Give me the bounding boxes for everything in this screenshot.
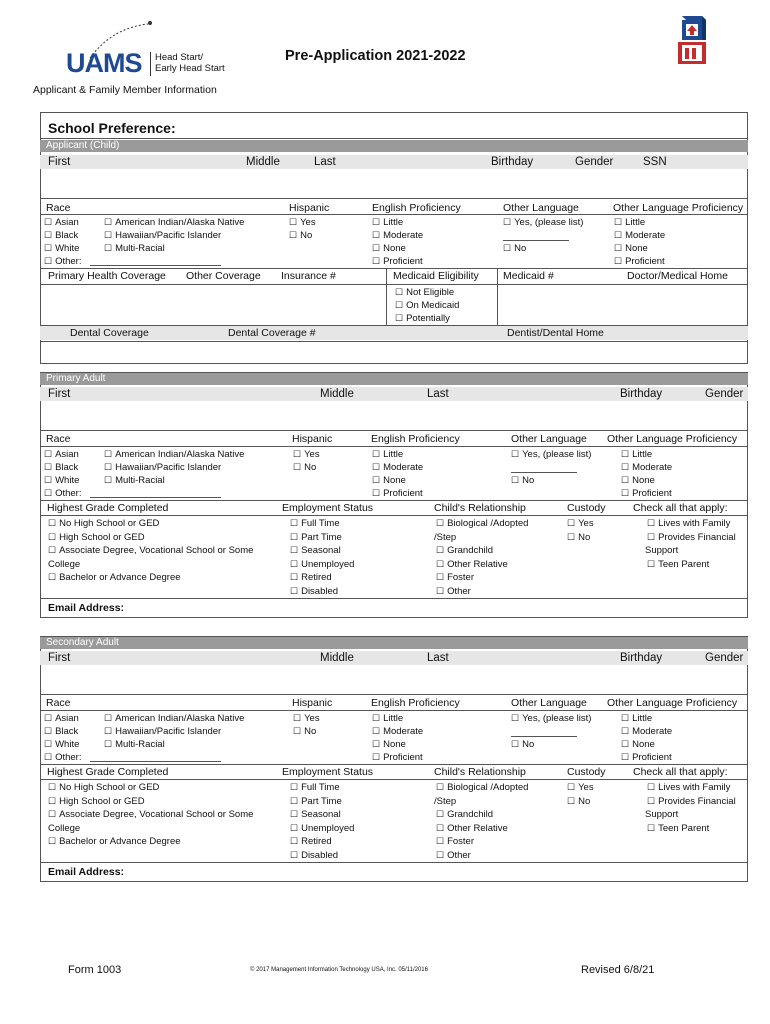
hdr-gender: Gender — [575, 156, 614, 168]
checkbox-other[interactable]: ☐ Other: — [44, 487, 81, 500]
checkbox-other[interactable]: ☐ Other: — [44, 751, 81, 764]
hdr-race: Race — [46, 433, 71, 445]
hdr-english: English Proficiency — [371, 433, 460, 445]
checkbox-hawaiian[interactable]: ☐ Hawaiian/Pacific Islander — [104, 461, 244, 474]
grade-cont-text: College — [48, 558, 81, 570]
checkbox-olp-none[interactable]: ☐ None — [621, 474, 672, 487]
uams-logo — [62, 18, 242, 78]
child-name-header-row — [40, 155, 748, 169]
hdr-dental-coverage: Dental Coverage — [70, 327, 149, 339]
checkbox-bachelor[interactable]: ☐ Bachelor or Advance Degree — [48, 571, 253, 585]
checkbox-otherlang-no[interactable]: ☐ No — [503, 242, 583, 255]
checkbox-american-indian[interactable]: ☐ American Indian/Alaska Native — [104, 216, 244, 229]
english-opts — [372, 448, 423, 500]
checkbox-other[interactable]: ☐ Other: — [44, 255, 81, 268]
checkbox-teen-parent[interactable]: ☐ Teen Parent — [647, 822, 736, 836]
grade-opts — [48, 517, 253, 585]
checkbox-lives-with-family[interactable]: ☐ Lives with Family — [647, 781, 736, 795]
child-english-opts — [372, 216, 423, 268]
hispanic-opts — [293, 448, 320, 474]
hdr-english: English Proficiency — [372, 202, 461, 214]
hdr-first: First — [48, 156, 71, 168]
checkbox-olp-none[interactable]: ☐ None — [621, 738, 672, 751]
hdr-hispanic: Hispanic — [292, 433, 333, 445]
child-other-lang-opts — [503, 216, 583, 255]
hdr-grade: Highest Grade Completed — [47, 502, 169, 514]
check-all-opts — [647, 517, 736, 571]
checkbox-multiracial[interactable]: ☐ Multi-Racial — [104, 474, 244, 487]
other-lang-opts — [511, 448, 591, 487]
medicaid-opts — [395, 286, 459, 325]
checkbox-part-time[interactable]: ☐ Part Time — [290, 531, 354, 545]
hdr-birthday: Birthday — [620, 652, 663, 664]
footer-revised: Revised 6/8/21 — [581, 964, 655, 976]
checkbox-otherlang-yes[interactable]: ☐ Yes, (please list) — [511, 448, 591, 461]
race-col1 — [44, 712, 81, 764]
secondary-name-header-row — [40, 651, 748, 665]
checkbox-foster[interactable]: ☐ Foster — [436, 571, 528, 585]
checkbox-hispanic-no[interactable]: ☐ No — [293, 725, 320, 738]
hdr-custody: Custody — [567, 502, 606, 514]
checkbox-black[interactable]: ☐ Black — [44, 725, 81, 738]
checkbox-hispanic-yes[interactable]: ☐ Yes — [293, 712, 320, 725]
checkbox-unemployed[interactable]: ☐ Unemployed — [290, 822, 354, 836]
hdr-other-language-prof: Other Language Proficiency — [607, 433, 738, 445]
child-name-input-row[interactable] — [40, 170, 748, 198]
checkbox-hawaiian[interactable]: ☐ Hawaiian/Pacific Islander — [104, 725, 244, 738]
rel-cont-text: /Step — [434, 531, 457, 543]
hdr-other-language-prof: Other Language Proficiency — [607, 697, 738, 709]
checkbox-hawaiian[interactable]: ☐ Hawaiian/Pacific Islander — [104, 229, 244, 242]
footer-form: Form 1003 — [68, 964, 122, 976]
rel-cont-text: /Step — [434, 795, 457, 807]
hdr-custody: Custody — [567, 766, 606, 778]
checkbox-disabled[interactable]: ☐ Disabled — [290, 849, 354, 863]
custody-opts — [567, 517, 594, 544]
checkbox-bachelor[interactable]: ☐ Bachelor or Advance Degree — [48, 835, 253, 849]
checkbox-on-medicaid[interactable]: ☐ On Medicaid — [395, 299, 459, 312]
checkbox-eng-proficient[interactable]: ☐ Proficient — [372, 255, 423, 268]
section-header-secondary: Secondary Adult — [40, 637, 748, 649]
checkbox-associate[interactable]: ☐ Associate Degree, Vocational School or Some — [48, 808, 253, 822]
checkbox-eng-none[interactable]: ☐ None — [372, 242, 423, 255]
checkbox-hs-ged[interactable]: ☐ High School or GED — [48, 531, 253, 545]
checkbox-grandchild[interactable]: ☐ Grandchild — [436, 808, 528, 822]
check-cont-text: Support — [645, 809, 679, 820]
hdr-last: Last — [314, 156, 336, 168]
footer-copyright: © 2017 Management Information Technology USA, Inc. 05/11/2016 — [250, 967, 428, 973]
grade-cont-text: College — [48, 822, 81, 834]
hdr-other-language-prof: Other Language Proficiency — [613, 202, 744, 214]
section-header-primary: Primary Adult — [40, 373, 748, 385]
checkbox-hs-ged[interactable]: ☐ High School or GED — [48, 795, 253, 809]
checkbox-eng-proficient[interactable]: ☐ Proficient — [372, 751, 423, 764]
hdr-other-language: Other Language — [503, 202, 579, 214]
custody-opts — [567, 781, 594, 808]
checkbox-black[interactable]: ☐ Black — [44, 461, 81, 474]
hdr-relationship: Child's Relationship — [434, 766, 526, 778]
checkbox-associate[interactable]: ☐ Associate Degree, Vocational School or Some — [48, 544, 253, 558]
checkbox-olp-none[interactable]: ☐ None — [614, 242, 665, 255]
hdr-relationship: Child's Relationship — [434, 502, 526, 514]
checkbox-asian[interactable]: ☐ Asian — [44, 448, 81, 461]
hdr-race: Race — [46, 202, 71, 214]
hdr-english: English Proficiency — [371, 697, 460, 709]
checkbox-white[interactable]: ☐ White — [44, 242, 81, 255]
hdr-employment: Employment Status — [282, 766, 374, 778]
email-input[interactable] — [140, 600, 740, 616]
checkbox-retired[interactable]: ☐ Retired — [290, 835, 354, 849]
checkbox-eng-moderate[interactable]: ☐ Moderate — [372, 725, 423, 738]
hdr-gender: Gender — [705, 388, 744, 400]
child-race-col1 — [44, 216, 81, 268]
check-cont-text: Support — [645, 545, 679, 556]
check-all-opts — [647, 781, 736, 835]
checkbox-eng-moderate[interactable]: ☐ Moderate — [372, 229, 423, 242]
dental-header-row — [40, 326, 748, 340]
blocks-icon — [674, 12, 710, 66]
section-header-child: Applicant (Child) — [40, 140, 748, 152]
employment-opts — [290, 781, 354, 862]
secondary-name-input-row[interactable] — [40, 666, 748, 694]
checkbox-custody-no[interactable]: ☐ No — [567, 795, 594, 809]
hdr-primary-health: Primary Health Coverage — [48, 270, 166, 282]
checkbox-rel-other[interactable]: ☐ Other — [436, 849, 528, 863]
checkbox-eng-proficient[interactable]: ☐ Proficient — [372, 487, 423, 500]
checkbox-white[interactable]: ☐ White — [44, 738, 81, 751]
hdr-birthday: Birthday — [620, 388, 663, 400]
checkbox-full-time[interactable]: ☐ Full Time — [290, 781, 354, 795]
checkbox-white[interactable]: ☐ White — [44, 474, 81, 487]
primary-name-header-row — [40, 387, 748, 401]
checkbox-olp-little[interactable]: ☐ Little — [621, 448, 672, 461]
checkbox-olp-little[interactable]: ☐ Little — [621, 712, 672, 725]
logo-sub-line2: Early Head Start — [155, 63, 225, 74]
other-lang-prof-opts — [621, 448, 672, 500]
checkbox-grandchild[interactable]: ☐ Grandchild — [436, 544, 528, 558]
employment-opts — [290, 517, 354, 598]
checkbox-olp-proficient[interactable]: ☐ Proficient — [621, 487, 672, 500]
checkbox-olp-proficient[interactable]: ☐ Proficient — [621, 751, 672, 764]
checkbox-american-indian[interactable]: ☐ American Indian/Alaska Native — [104, 712, 244, 725]
hdr-middle: Middle — [320, 652, 354, 664]
checkbox-multiracial[interactable]: ☐ Multi-Racial — [104, 242, 244, 255]
hdr-other-language: Other Language — [511, 697, 587, 709]
hdr-check-all: Check all that apply: — [633, 502, 728, 514]
hdr-middle: Middle — [246, 156, 280, 168]
checkbox-eng-little[interactable]: ☐ Little — [372, 448, 423, 461]
relationship-opts — [436, 781, 528, 862]
email-input[interactable] — [140, 864, 740, 880]
checkbox-no-hs[interactable]: ☐ No High School or GED — [48, 781, 253, 795]
checkbox-olp-moderate[interactable]: ☐ Moderate — [614, 229, 665, 242]
hispanic-opts — [293, 712, 320, 738]
checkbox-multiracial[interactable]: ☐ Multi-Racial — [104, 738, 244, 751]
hdr-middle: Middle — [320, 388, 354, 400]
checkbox-foster[interactable]: ☐ Foster — [436, 835, 528, 849]
checkbox-otherlang-no[interactable]: ☐ No — [511, 738, 591, 751]
checkbox-unemployed[interactable]: ☐ Unemployed — [290, 558, 354, 572]
hdr-hispanic: Hispanic — [292, 697, 333, 709]
hdr-other-language: Other Language — [511, 433, 587, 445]
checkbox-otherlang-yes[interactable]: ☐ Yes, (please list) — [511, 712, 591, 725]
hdr-dental-num: Dental Coverage # — [228, 327, 316, 339]
hdr-dentist: Dentist/Dental Home — [507, 327, 604, 339]
grade-opts — [48, 781, 253, 849]
checkbox-biological[interactable]: ☐ Biological /Adopted — [436, 781, 528, 795]
checkbox-hispanic-yes[interactable]: ☐ Yes — [289, 216, 316, 229]
other-lang-opts — [511, 712, 591, 751]
primary-name-input-row[interactable] — [40, 402, 748, 430]
checkbox-disabled[interactable]: ☐ Disabled — [290, 585, 354, 599]
hdr-last: Last — [427, 388, 449, 400]
hdr-first: First — [48, 388, 71, 400]
child-other-lang-prof-opts — [614, 216, 665, 268]
checkbox-olp-moderate[interactable]: ☐ Moderate — [621, 461, 672, 474]
hdr-check-all: Check all that apply: — [633, 766, 728, 778]
hdr-other-coverage: Other Coverage — [186, 270, 261, 282]
checkbox-eng-none[interactable]: ☐ None — [372, 474, 423, 487]
school-preference-label: School Preference: — [48, 120, 176, 136]
checkbox-custody-no[interactable]: ☐ No — [567, 531, 594, 545]
checkbox-full-time[interactable]: ☐ Full Time — [290, 517, 354, 531]
checkbox-hispanic-no[interactable]: ☐ No — [293, 461, 320, 474]
checkbox-american-indian[interactable]: ☐ American Indian/Alaska Native — [104, 448, 244, 461]
checkbox-other-relative[interactable]: ☐ Other Relative — [436, 822, 528, 836]
hdr-race: Race — [46, 697, 71, 709]
coverage-header-row — [40, 270, 748, 284]
checkbox-other-relative[interactable]: ☐ Other Relative — [436, 558, 528, 572]
race-col2 — [104, 448, 244, 487]
checkbox-teen-parent[interactable]: ☐ Teen Parent — [647, 558, 736, 572]
english-opts — [372, 712, 423, 764]
checkbox-rel-other[interactable]: ☐ Other — [436, 585, 528, 599]
page-title: Pre-Application 2021-2022 — [285, 48, 466, 64]
race-col2 — [104, 712, 244, 751]
checkbox-otherlang-yes[interactable]: ☐ Yes, (please list) — [503, 216, 583, 229]
checkbox-provides-financial[interactable]: ☐ Provides Financial — [647, 531, 736, 545]
checkbox-olp-moderate[interactable]: ☐ Moderate — [621, 725, 672, 738]
hdr-first: First — [48, 652, 71, 664]
checkbox-olp-proficient[interactable]: ☐ Proficient — [614, 255, 665, 268]
checkbox-seasonal[interactable]: ☐ Seasonal — [290, 808, 354, 822]
checkbox-provides-financial[interactable]: ☐ Provides Financial — [647, 795, 736, 809]
checkbox-eng-little[interactable]: ☐ Little — [372, 216, 423, 229]
checkbox-asian[interactable]: ☐ Asian — [44, 216, 81, 229]
hdr-medicaid-num: Medicaid # — [503, 270, 554, 282]
checkbox-eng-little[interactable]: ☐ Little — [372, 712, 423, 725]
hdr-birthday: Birthday — [491, 156, 534, 168]
checkbox-custody-yes[interactable]: ☐ Yes — [567, 517, 594, 531]
checkbox-hispanic-yes[interactable]: ☐ Yes — [293, 448, 320, 461]
checkbox-seasonal[interactable]: ☐ Seasonal — [290, 544, 354, 558]
checkbox-no-hs[interactable]: ☐ No High School or GED — [48, 517, 253, 531]
hdr-medicaid-elig: Medicaid Eligibility — [393, 270, 479, 282]
checkbox-black[interactable]: ☐ Black — [44, 229, 81, 242]
checkbox-part-time[interactable]: ☐ Part Time — [290, 795, 354, 809]
logo-text: UAMS — [66, 48, 142, 78]
relationship-opts — [436, 517, 528, 598]
checkbox-custody-yes[interactable]: ☐ Yes — [567, 781, 594, 795]
hdr-insurance-num: Insurance # — [281, 270, 336, 282]
hdr-employment: Employment Status — [282, 502, 374, 514]
checkbox-biological[interactable]: ☐ Biological /Adopted — [436, 517, 528, 531]
page-subtitle: Applicant & Family Member Information — [33, 84, 217, 96]
email-label: Email Address: — [48, 866, 125, 878]
checkbox-not-eligible[interactable]: ☐ Not Eligible — [395, 286, 459, 299]
hdr-last: Last — [427, 652, 449, 664]
hdr-ssn: SSN — [643, 156, 667, 168]
other-lang-prof-opts — [621, 712, 672, 764]
hdr-hispanic: Hispanic — [289, 202, 330, 214]
logo-sub-line1: Head Start/ — [155, 52, 204, 63]
checkbox-asian[interactable]: ☐ Asian — [44, 712, 81, 725]
hdr-doctor: Doctor/Medical Home — [627, 270, 728, 282]
race-col1 — [44, 448, 81, 500]
checkbox-hispanic-no[interactable]: ☐ No — [289, 229, 316, 242]
checkbox-eng-none[interactable]: ☐ None — [372, 738, 423, 751]
checkbox-otherlang-no[interactable]: ☐ No — [511, 474, 591, 487]
checkbox-eng-moderate[interactable]: ☐ Moderate — [372, 461, 423, 474]
checkbox-olp-little[interactable]: ☐ Little — [614, 216, 665, 229]
child-race-col2 — [104, 216, 244, 255]
hdr-grade: Highest Grade Completed — [47, 766, 169, 778]
child-hispanic-opts — [289, 216, 316, 242]
checkbox-retired[interactable]: ☐ Retired — [290, 571, 354, 585]
checkbox-potentially[interactable]: ☐ Potentially — [395, 312, 459, 325]
email-label: Email Address: — [48, 602, 125, 614]
checkbox-lives-with-family[interactable]: ☐ Lives with Family — [647, 517, 736, 531]
hdr-gender: Gender — [705, 652, 744, 664]
